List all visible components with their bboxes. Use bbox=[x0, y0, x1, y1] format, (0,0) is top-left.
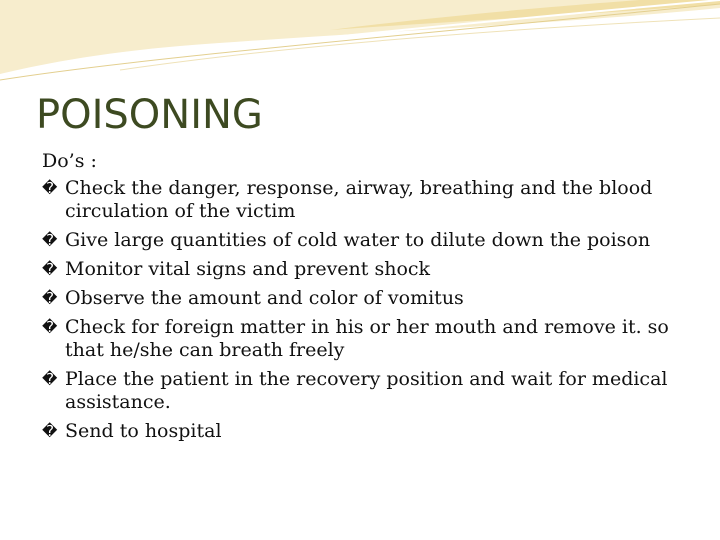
list-item-text: Give large quantities of cold water to dilute down the poison bbox=[65, 229, 651, 251]
list-item bbox=[42, 316, 682, 362]
dos-list bbox=[42, 177, 682, 443]
bullet-icon: � bbox=[42, 179, 58, 197]
slide-body bbox=[42, 150, 682, 449]
list-item bbox=[42, 258, 682, 281]
bullet-icon: � bbox=[42, 422, 58, 440]
list-item-text: Monitor vital signs and prevent shock bbox=[65, 258, 431, 280]
list-item bbox=[42, 177, 682, 223]
bullet-icon: � bbox=[42, 260, 58, 278]
list-item bbox=[42, 368, 682, 414]
list-item bbox=[42, 420, 682, 443]
list-item-text: Place the patient in the recovery position and wait for medical assistance. bbox=[65, 368, 668, 413]
list-item-text: Check the danger, response, airway, breathing and the blood circulation of the victim bbox=[65, 177, 653, 222]
list-item-text: Send to hospital bbox=[65, 420, 222, 442]
bullet-icon: � bbox=[42, 231, 58, 249]
list-item bbox=[42, 287, 682, 310]
bullet-icon: � bbox=[42, 289, 58, 307]
list-item bbox=[42, 229, 682, 252]
slide-title: POISONING bbox=[36, 92, 263, 138]
list-item-text: Observe the amount and color of vomitus bbox=[65, 287, 464, 309]
dos-subheading: Do’s : bbox=[42, 150, 97, 172]
bullet-icon: � bbox=[42, 318, 58, 336]
list-item-text: Check for foreign matter in his or her mouth and remove it. so that he/she can breath freely bbox=[65, 316, 669, 361]
bullet-icon: � bbox=[42, 370, 58, 388]
header-swoosh-decoration bbox=[0, 0, 720, 90]
